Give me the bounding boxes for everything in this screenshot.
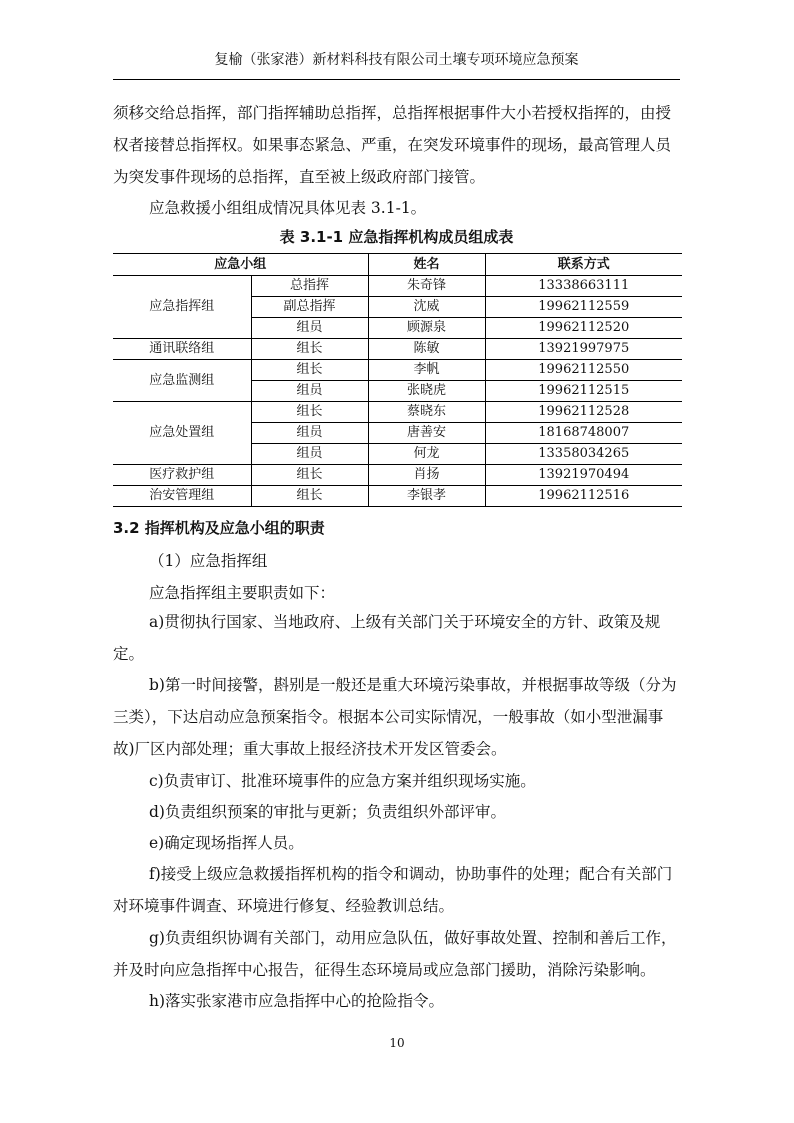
header-group: 应急小组 (113, 254, 368, 276)
phone-cell: 19962112550 (485, 360, 682, 381)
phone-cell: 13338663111 (485, 276, 682, 297)
role-cell: 组长 (251, 339, 368, 360)
role-cell: 组员 (251, 318, 368, 339)
table-row (113, 465, 682, 486)
intro-paragraph: 须移交给总指挥，部门指挥辅助总指挥，总指挥根据事件大小若授权指挥的，由授权者接替总指挥权。如果事态紧急、严重，在突发环境事件的现场，最高管理人员为突发事件现场的总指挥，直至被上级政府部门接管。 (113, 104, 672, 186)
name-cell: 沈威 (368, 297, 485, 318)
name-cell: 李银孝 (368, 486, 485, 507)
page-number: 10 (389, 1036, 405, 1050)
table-row (113, 486, 682, 507)
role-cell: 组长 (251, 486, 368, 507)
staff-table (113, 253, 682, 507)
duty-d: d)负责组织预案的审批与更新；负责组织外部评审。 (149, 803, 506, 821)
table-caption: 表 3.1-1 应急指挥机构成员组成表 (279, 228, 514, 246)
role-cell: 组长 (251, 360, 368, 381)
phone-cell: 19962112528 (485, 402, 682, 423)
duties-lead: 应急指挥组主要职责如下： (149, 584, 336, 602)
name-cell: 何龙 (368, 444, 485, 465)
table-row (113, 276, 682, 297)
name-cell: 蔡晓东 (368, 402, 485, 423)
duty-b: b)第一时间接警，斟别是一般还是重大环境污染事故，并根据事故等级（分为三类），下达启动应急预案指令。根据本公司实际情况，一般事故（如小型泄漏事故)厂区内部处理；重大事故上报经济技术开发区管委会。 (113, 676, 677, 758)
duty-h: h)落实张家港市应急指挥中心的抢险指令。 (149, 992, 445, 1010)
group-cell: 应急监测组 (113, 360, 251, 402)
role-cell: 组长 (251, 402, 368, 423)
group-cell: 治安管理组 (113, 486, 251, 507)
page-header: 复榆（张家港）新材料科技有限公司土壤专项环境应急预案 (214, 52, 579, 68)
phone-cell: 19962112515 (485, 381, 682, 402)
phone-cell: 13921997975 (485, 339, 682, 360)
name-cell: 唐善安 (368, 423, 485, 444)
section-title: 3.2 指挥机构及应急小组的职责 (113, 519, 325, 537)
name-cell: 肖扬 (368, 465, 485, 486)
table-row (113, 402, 682, 423)
group-cell: 医疗救护组 (113, 465, 251, 486)
name-cell: 朱奇锋 (368, 276, 485, 297)
role-cell: 组员 (251, 423, 368, 444)
table-row (113, 339, 682, 360)
duty-e: e)确定现场指挥人员。 (149, 834, 304, 852)
group-cell: 应急指挥组 (113, 276, 251, 339)
role-cell: 组员 (251, 444, 368, 465)
role-cell: 总指挥 (251, 276, 368, 297)
header-rule (113, 79, 680, 80)
role-cell: 副总指挥 (251, 297, 368, 318)
role-cell: 组长 (251, 465, 368, 486)
section-subtitle: （1）应急指挥组 (149, 552, 268, 570)
phone-cell: 19962112516 (485, 486, 682, 507)
phone-cell: 13921970494 (485, 465, 682, 486)
phone-cell: 13358034265 (485, 444, 682, 465)
duty-c: c)负责审订、批准环境事件的应急方案并组织现场实施。 (149, 772, 536, 790)
phone-cell: 19962112559 (485, 297, 682, 318)
header-contact: 联系方式 (485, 254, 682, 276)
role-cell: 组员 (251, 381, 368, 402)
duty-f: f)接受上级应急救援指挥机构的指令和调动，协助事件的处理；配合有关部门对环境事件调查、环境进行修复、经验教训总结。 (113, 865, 673, 915)
table-header-row (113, 254, 682, 276)
table-row (113, 360, 682, 381)
group-cell: 通讯联络组 (113, 339, 251, 360)
duty-a: a)贯彻执行国家、当地政府、上级有关部门关于环境安全的方针、政策及规定。 (113, 613, 661, 663)
group-cell: 应急处置组 (113, 402, 251, 465)
table-reference-paragraph: 应急救援小组组成情况具体见表 3.1-1。 (149, 199, 427, 217)
name-cell: 张晓虎 (368, 381, 485, 402)
phone-cell: 18168748007 (485, 423, 682, 444)
name-cell: 顾源泉 (368, 318, 485, 339)
phone-cell: 19962112520 (485, 318, 682, 339)
header-name: 姓名 (368, 254, 485, 276)
name-cell: 陈敏 (368, 339, 485, 360)
name-cell: 李帆 (368, 360, 485, 381)
duty-g: g)负责组织协调有关部门，动用应急队伍，做好事故处置、控制和善后工作，并及时向应急指挥中心报告，征得生态环境局或应急部门援助，消除污染影响。 (113, 929, 677, 979)
